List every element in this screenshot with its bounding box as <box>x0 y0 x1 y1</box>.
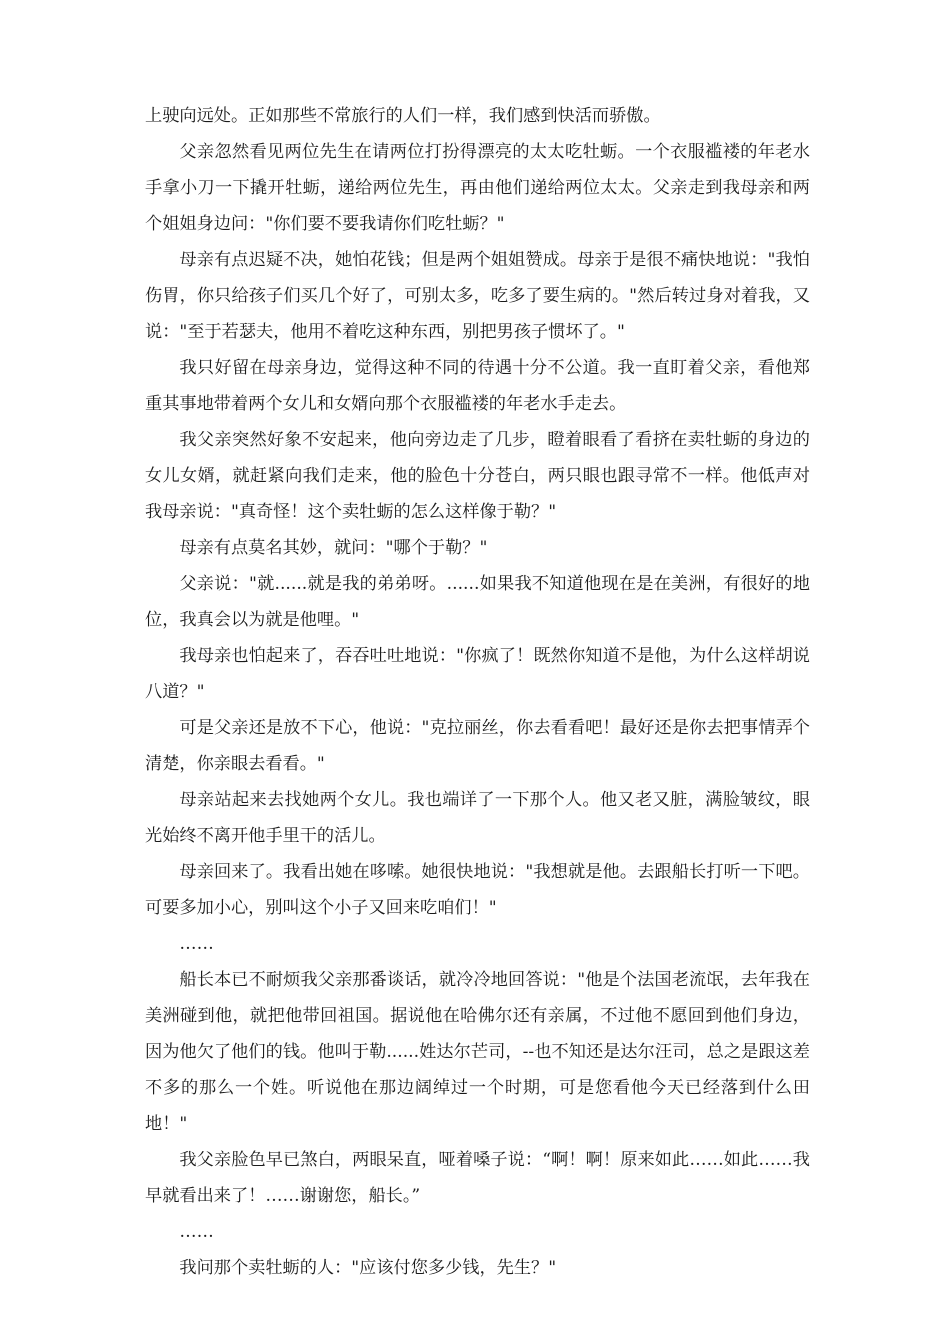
document-body <box>145 98 810 1286</box>
paragraph-6: 母亲有点莫名其妙，就问："哪个于勒？" <box>179 538 488 558</box>
paragraph-8: 我母亲也怕起来了，吞吞吐吐地说："你疯了！既然你知道不是他，为什么这样胡说八道？" <box>145 646 810 702</box>
paragraph-10: 母亲站起来去找她两个女儿。我也端详了一下那个人。他又老又脏，满脸皱纹，眼光始终不离开他手里干的活儿。 <box>145 790 810 846</box>
paragraph-3: 母亲有点迟疑不决，她怕花钱；但是两个姐姐赞成。母亲于是很不痛快地说："我怕伤胃，你只给孩子们买几个好了，可别太多，吃多了要生病的。"然后转过身对着我，又说："至于若瑟夫，他用不着吃这种东西，别把男孩子惯坏了。" <box>145 250 810 342</box>
paragraph-13: 我父亲脸色早已煞白，两眼呆直，哑着嗓子说：“啊！啊！原来如此……如此……我早就看出来了！……谢谢您，船长。” <box>145 1150 810 1206</box>
paragraph-5: 我父亲突然好象不安起来，他向旁边走了几步，瞪着眼看了看挤在卖牡蛎的身边的女儿女婿，就赶紧向我们走来，他的脸色十分苍白，两只眼也跟寻常不一样。他低声对我母亲说："真奇怪！这个卖牡蛎的怎么这样像于勒？" <box>145 430 810 522</box>
ellipsis-1: …… <box>179 934 214 954</box>
ellipsis-2: …… <box>179 1222 214 1242</box>
paragraph-9: 可是父亲还是放不下心，他说："克拉丽丝，你去看看吧！最好还是你去把事情弄个清楚，你亲眼去看看。" <box>145 718 810 774</box>
paragraph-4: 我只好留在母亲身边，觉得这种不同的待遇十分不公道。我一直盯着父亲，看他郑重其事地带着两个女儿和女婿向那个衣服褴褛的年老水手走去。 <box>145 358 810 414</box>
paragraph-1: 上驶向远处。正如那些不常旅行的人们一样，我们感到快活而骄傲。 <box>145 106 661 126</box>
paragraph-7: 父亲说："就......就是我的弟弟呀。......如果我不知道他现在是在美洲，有很好的地位，我真会以为就是他哩。" <box>145 574 810 630</box>
paragraph-12: 船长本已不耐烦我父亲那番谈话，就冷冷地回答说："他是个法国老流氓，去年我在美洲碰到他，就把他带回祖国。据说他在哈佛尔还有亲属，不过他不愿回到他们身边，因为他欠了他们的钱。他叫于勒......姓达尔芒司，--也不知还是达尔汪司，总之是跟这差不多的那么一个姓。听说他在那边阔绰过一个时期，可是您看他今天已经落到什么田地！" <box>145 970 810 1134</box>
paragraph-2: 父亲忽然看见两位先生在请两位打扮得漂亮的太太吃牡蛎。一个衣服褴褛的年老水手拿小刀一下撬开牡蛎，递给两位先生，再由他们递给两位太太。父亲走到我母亲和两个姐姐身边问："你们要不要我请你们吃牡蛎？" <box>145 142 810 234</box>
paragraph-11: 母亲回来了。我看出她在哆嗦。她很快地说："我想就是他。去跟船长打听一下吧。可要多加小心，别叫这个小子又回来吃咱们！" <box>145 862 810 918</box>
paragraph-14: 我问那个卖牡蛎的人："应该付您多少钱，先生？" <box>179 1258 557 1278</box>
